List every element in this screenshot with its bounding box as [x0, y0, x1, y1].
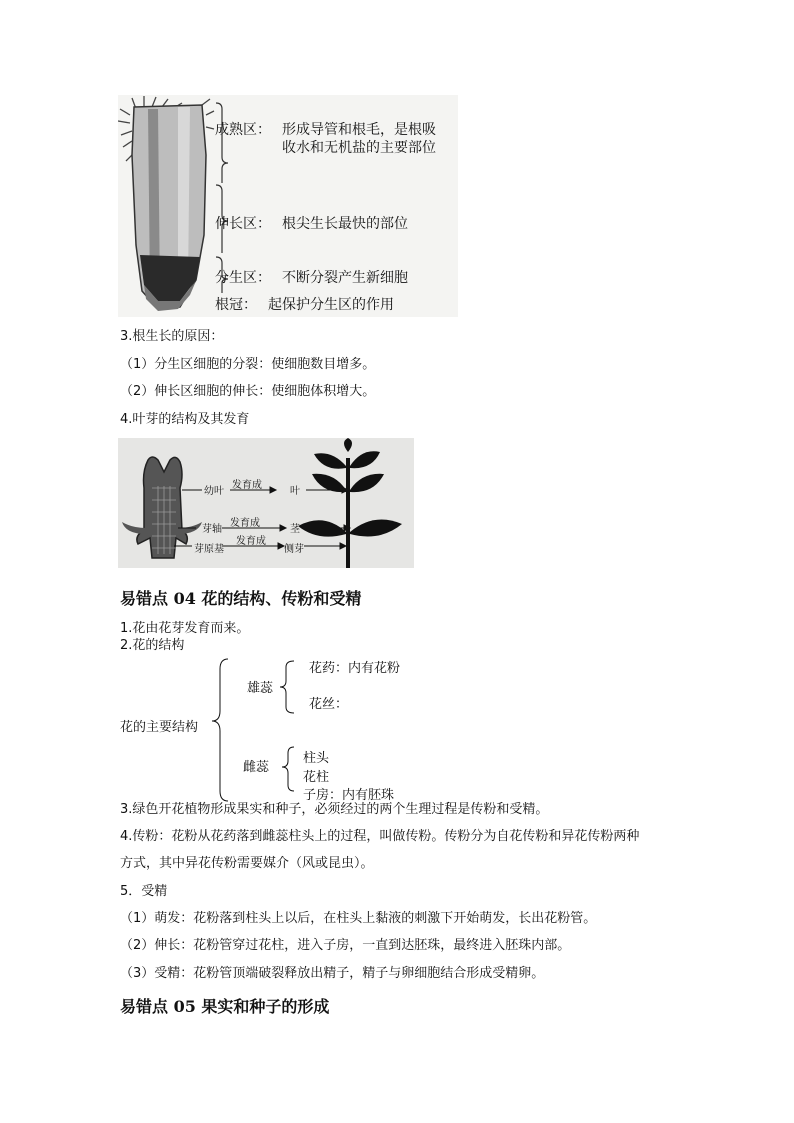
zone-name-elongation: 伸长区： [215, 216, 271, 232]
flower-line-3: 3.绿色开花植物形成果实和种子，必须经过的两个生理过程是传粉和受精。 [120, 802, 549, 817]
bud-result-lateral-bud: 侧芽 [284, 544, 304, 555]
bud-result-leaf: 叶 [290, 486, 300, 497]
flower-line-5: 5．受精 [120, 884, 168, 899]
section4-title: 4.叶芽的结构及其发育 [120, 412, 250, 427]
fertilization-step-1: （1）萌发：花粉落到柱头上以后，在柱头上黏液的刺激下开始萌发，长出花粉管。 [120, 911, 597, 926]
stamen-label: 雄蕊 [247, 681, 274, 696]
fertilization-step-3: （3）受精：花粉管顶端破裂释放出精子，精子与卵细胞结合形成受精卵。 [120, 966, 545, 981]
flower-line-1: 1.花由花芽发育而来。 [120, 621, 250, 636]
zone-name-rootcap: 根冠： [215, 297, 257, 313]
pistil-label: 雌蕊 [243, 760, 270, 775]
section3-item-1: （1）分生区细胞的分裂：使细胞数目增多。 [120, 357, 376, 372]
bud-arrow-label-1: 发育成 [232, 480, 262, 491]
leaf-bud-drawing [118, 438, 414, 568]
zone-desc-meristem: 不断分裂产生新细胞 [282, 270, 408, 286]
bud-part-young-leaf: 幼叶 [204, 486, 224, 497]
fertilization-step-2: （2）伸长：花粉管穿过花柱，进入子房，一直到达胚珠，最终进入胚珠内部。 [120, 938, 571, 953]
zone-name-meristem: 分生区： [215, 270, 271, 286]
zone-desc-rootcap: 起保护分生区的作用 [268, 297, 394, 313]
bud-result-stem: 茎 [290, 524, 300, 535]
heading-05: 易错点 05 果实和种子的形成 [120, 997, 330, 1016]
stigma-label: 柱头 [303, 751, 330, 766]
flower-line-4a: 4.传粉：花粉从花药落到雌蕊柱头上的过程，叫做传粉。传粉分为自花传粉和异花传粉两种 [120, 829, 640, 844]
style-label: 花柱 [303, 770, 330, 785]
flower-line-2: 2.花的结构 [120, 638, 185, 653]
flower-line-4b: 方式，其中异花传粉需要媒介（风或昆虫）。 [120, 856, 374, 871]
heading-04: 易错点 04 花的结构、传粉和受精 [120, 589, 362, 608]
flower-main-structure: 花的主要结构 [120, 720, 199, 735]
anther-label: 花药：内有花粉 [309, 661, 401, 676]
ovary-label: 子房：内有胚珠 [303, 788, 395, 803]
bud-arrow-label-3: 发育成 [236, 536, 266, 547]
bud-part-primordium: 芽原基 [194, 544, 224, 555]
zone-desc-maturation-2: 收水和无机盐的主要部位 [282, 140, 436, 156]
root-tip-figure [118, 95, 458, 317]
zone-name-maturation: 成熟区： [215, 122, 271, 138]
bud-part-axis: 芽轴 [202, 524, 222, 535]
filament-label: 花丝： [309, 697, 349, 712]
zone-desc-maturation-1: 形成导管和根毛，是根吸 [282, 122, 436, 138]
section3-item-2: （2）伸长区细胞的伸长：使细胞体积增大。 [120, 384, 376, 399]
leaf-bud-figure [118, 438, 414, 568]
bud-arrow-label-2: 发育成 [230, 518, 260, 529]
section3-title: 3.根生长的原因： [120, 329, 224, 344]
zone-desc-elongation: 根尖生长最快的部位 [282, 216, 408, 232]
